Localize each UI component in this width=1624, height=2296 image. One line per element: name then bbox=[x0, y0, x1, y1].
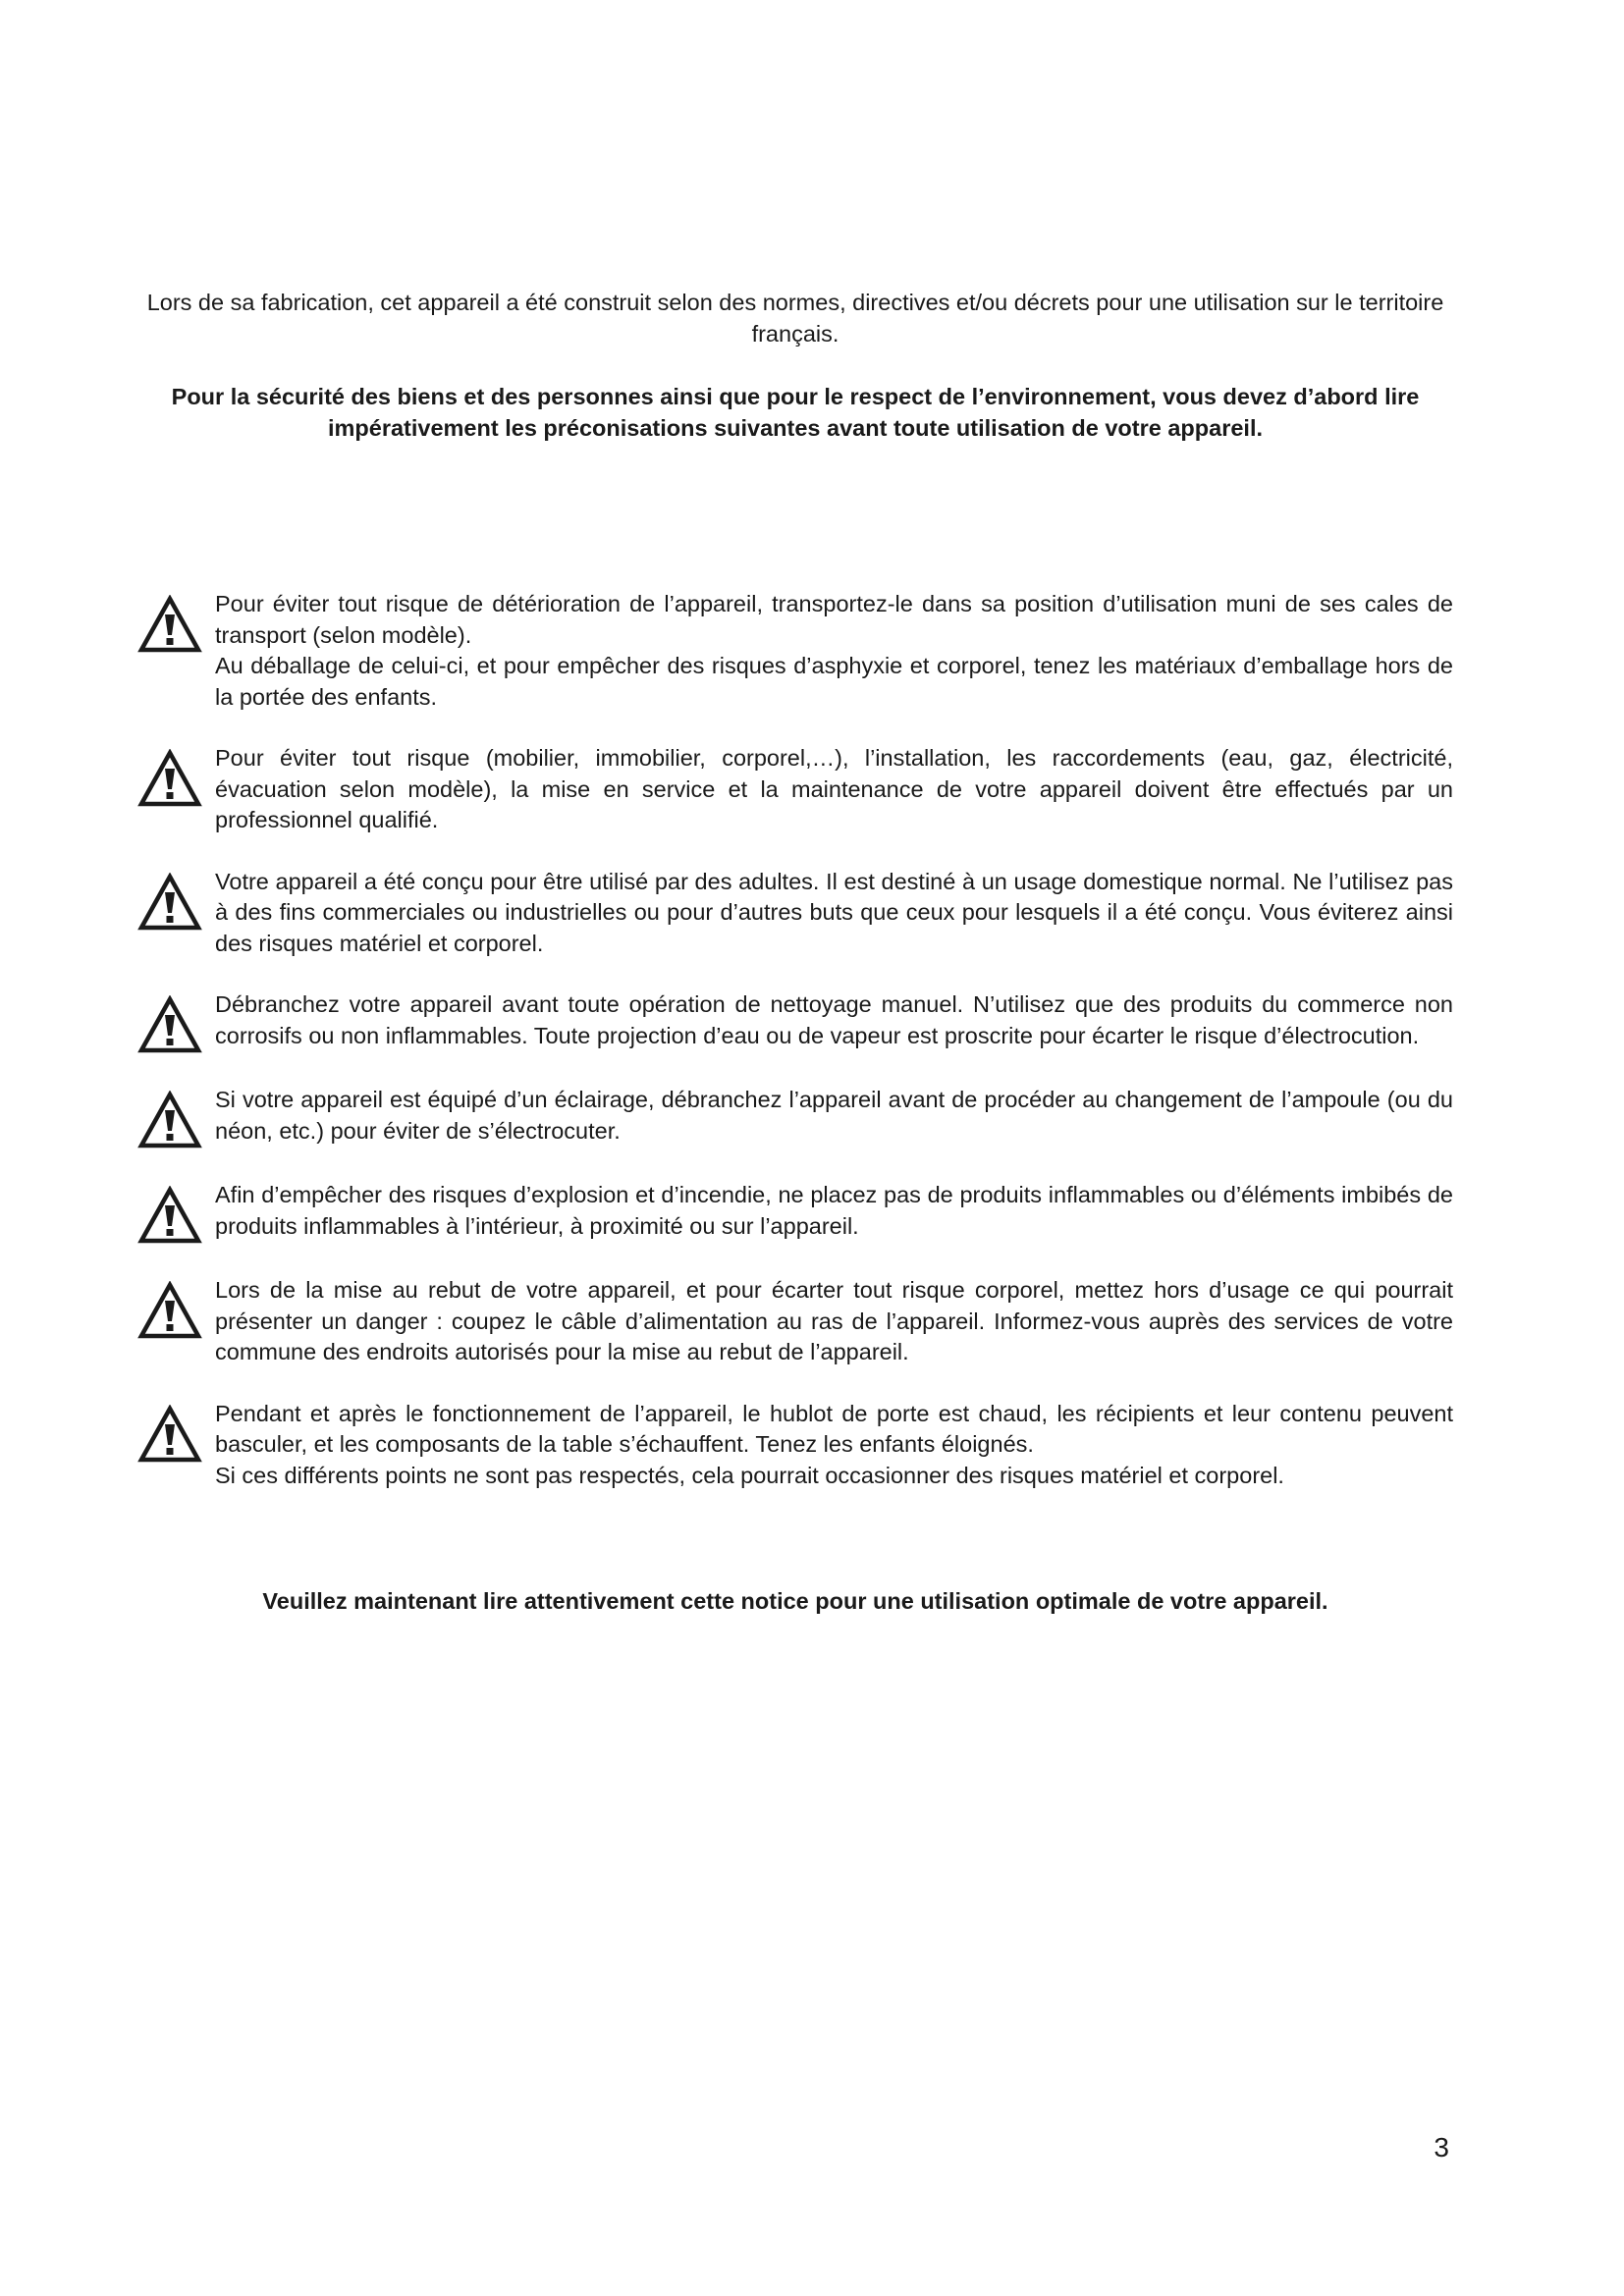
warning-item-cleaning bbox=[137, 989, 1453, 1054]
warning-triangle-icon bbox=[137, 1405, 202, 1464]
warning-text bbox=[215, 989, 1453, 1051]
warning-paragraph: Débranchez votre appareil avant toute opération de nettoyage manuel. N’utilisez que des produits du commerce non corrosifs ou non inflammables. Toute projection d’eau ou de vapeur est proscrite pour écarter le risque d’électrocution. bbox=[215, 991, 1453, 1048]
warning-item-fire bbox=[137, 1180, 1453, 1245]
warning-triangle-icon bbox=[137, 595, 202, 654]
warning-text bbox=[215, 1399, 1453, 1492]
page-number: 3 bbox=[1434, 2132, 1449, 2163]
safety-notice-heading: Pour la sécurité des biens et des personnes ainsi que pour le respect de l’environnement, vous devez d’abord lire impérativement les préconisations suivantes avant toute utilisation de votre appareil. bbox=[171, 384, 1420, 441]
warning-item-disposal bbox=[137, 1275, 1453, 1368]
warnings-list bbox=[137, 589, 1453, 1522]
warning-paragraph: Au déballage de celui-ci, et pour empêcher des risques d’asphyxie et corporel, tenez les matériaux d’emballage hors de la portée des enfants. bbox=[215, 653, 1453, 710]
warning-text bbox=[215, 589, 1453, 713]
warning-item-installation bbox=[137, 743, 1453, 836]
warning-text bbox=[215, 743, 1453, 836]
warning-triangle-icon bbox=[137, 1281, 202, 1340]
warning-paragraph: Pour éviter tout risque (mobilier, immobilier, corporel,…), l’installation, les raccordements (eau, gaz, électricité, évacuation selon modèle), la mise en service et la maintenance de votre appareil doivent être effectués par un professionnel qualifié. bbox=[215, 745, 1453, 832]
warning-paragraph: Pendant et après le fonctionnement de l’appareil, le hublot de porte est chaud, les récipients et leur contenu peuvent basculer, et les composants de la table s’échauffent. Tenez les enfants éloignés. bbox=[215, 1400, 1453, 1457]
warning-paragraph: Si votre appareil est équipé d’un éclairage, débranchez l’appareil avant de procéder au changement de l’ampoule (ou du néon, etc.) pour éviter de s’électrocuter. bbox=[215, 1087, 1453, 1144]
warning-text bbox=[215, 867, 1453, 960]
warning-triangle-icon bbox=[137, 1186, 202, 1245]
warning-paragraph: Pour éviter tout risque de détérioration de l’appareil, transportez-le dans sa position d’utilisation muni de ses cales de transport (selon modèle). bbox=[215, 591, 1453, 648]
warning-paragraph: Votre appareil a été conçu pour être utilisé par des adultes. Il est destiné à un usage domestique normal. Ne l’utilisez pas à des fins commerciales ou industrielles ou pour d’autres buts que ceux pour lesquels il a été conçu. Vous éviterez ainsi des risques matériel et corporel. bbox=[215, 868, 1453, 956]
warning-triangle-icon bbox=[137, 995, 202, 1054]
warning-item-transport bbox=[137, 589, 1453, 713]
warning-triangle-icon bbox=[137, 749, 202, 808]
warning-item-heat bbox=[137, 1399, 1453, 1492]
warning-item-usage bbox=[137, 867, 1453, 960]
warning-paragraph: Lors de la mise au rebut de votre appareil, et pour écarter tout risque corporel, mettez hors d’usage ce qui pourrait présenter un danger : coupez le câble d’alimentation au ras de l’appareil. Informez-vous auprès des services de votre commune des endroits autorisés pour la mise au rebut de l’appareil. bbox=[215, 1277, 1453, 1364]
read-manual-notice: Veuillez maintenant lire attentivement cette notice pour une utilisation optimale de votre appareil. bbox=[262, 1588, 1328, 1614]
warning-text bbox=[215, 1180, 1453, 1242]
warning-triangle-icon bbox=[137, 1091, 202, 1149]
warning-text bbox=[215, 1085, 1453, 1147]
warning-item-lighting bbox=[137, 1085, 1453, 1149]
intro-text: Lors de sa fabrication, cet appareil a été construit selon des normes, directives et/ou décrets pour une utilisation sur le territoire français. bbox=[146, 290, 1444, 347]
warning-paragraph: Si ces différents points ne sont pas respectés, cela pourrait occasionner des risques matériel et corporel. bbox=[215, 1462, 1284, 1488]
warning-text bbox=[215, 1275, 1453, 1368]
warning-triangle-icon bbox=[137, 873, 202, 932]
warning-paragraph: Afin d’empêcher des risques d’explosion et d’incendie, ne placez pas de produits inflammables ou d’éléments imbibés de produits inflammables à l’intérieur, à proximité ou sur l’appareil. bbox=[215, 1182, 1453, 1239]
